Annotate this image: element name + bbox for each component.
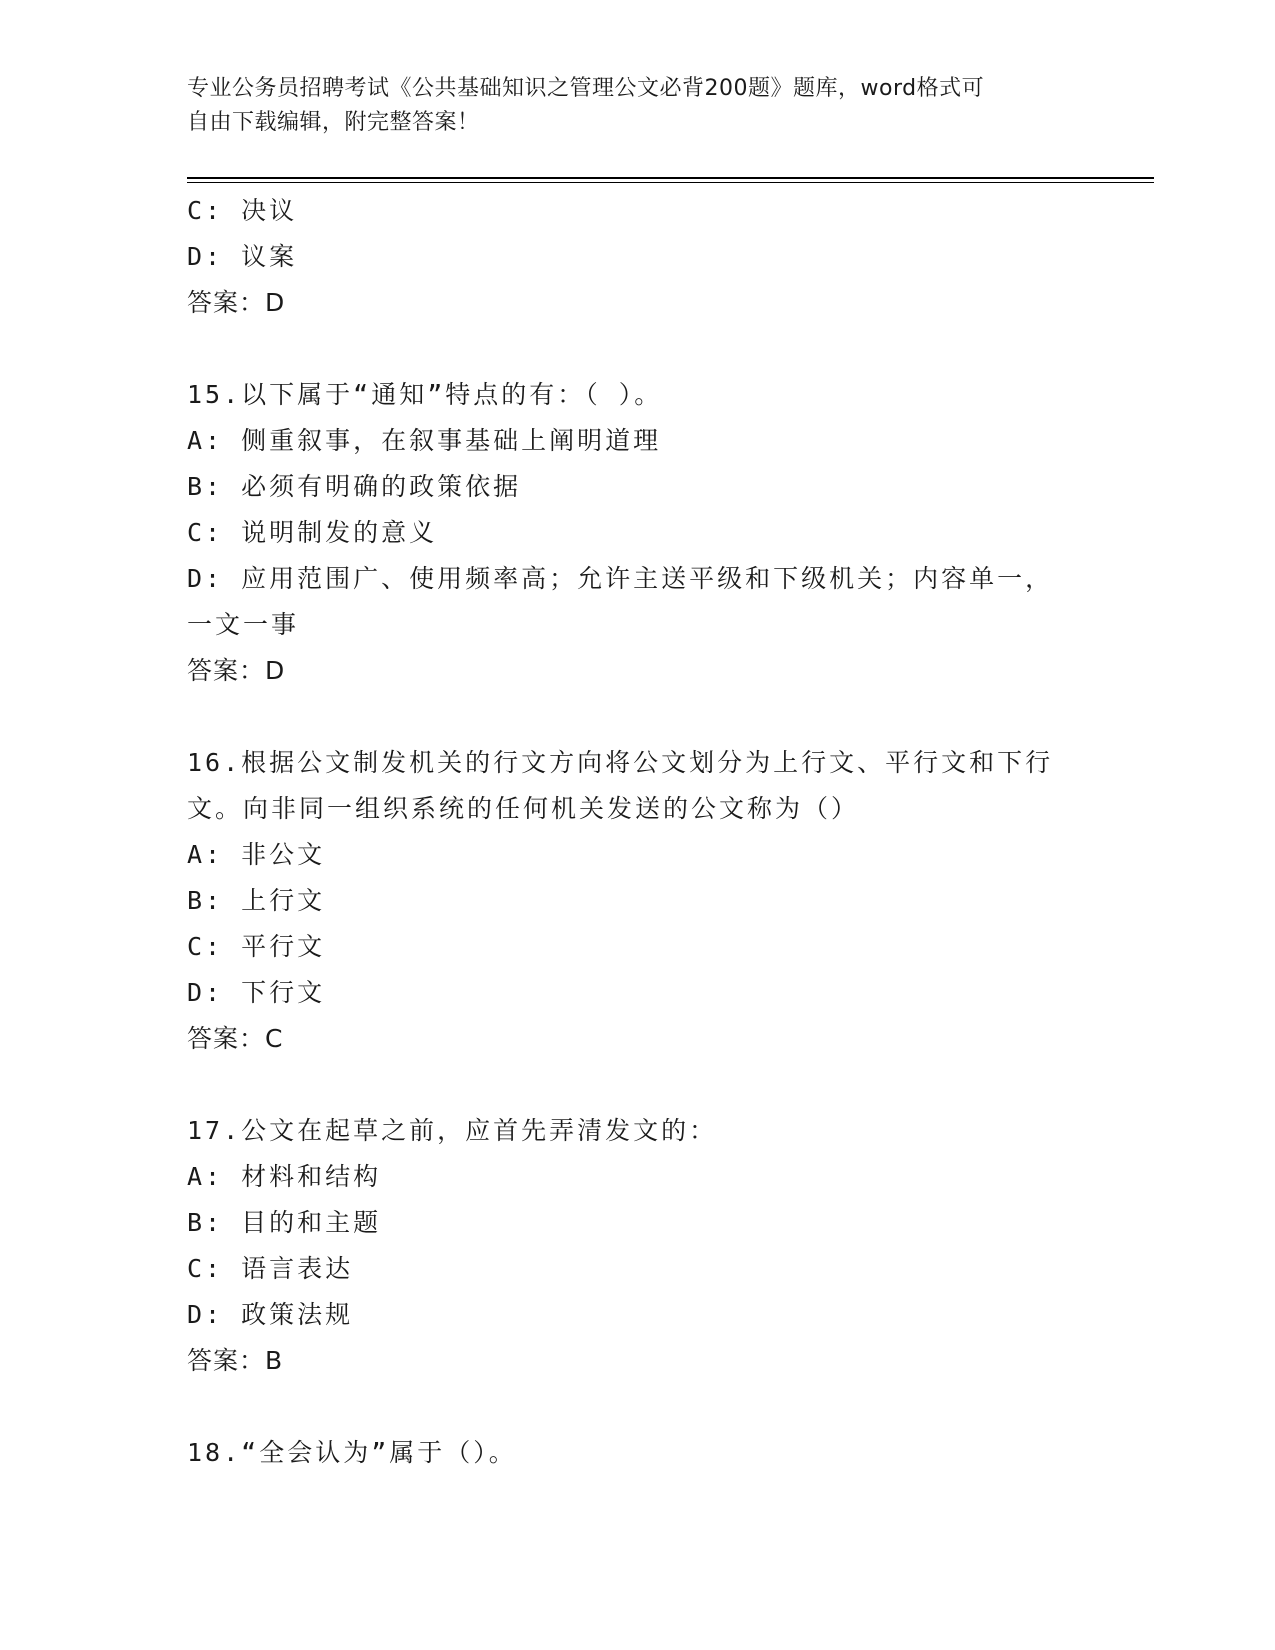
q16-option-d: D: 下行文 <box>187 978 326 1007</box>
q17-option-b: B: 目的和主题 <box>187 1208 382 1237</box>
q17-stem: 17.公文在起草之前，应首先弄清发文的： <box>187 1116 718 1145</box>
q17-option-d: D: 政策法规 <box>187 1300 354 1329</box>
q15-option-c: C: 说明制发的意义 <box>187 518 438 547</box>
question-18 <box>187 1430 1087 1476</box>
question-16 <box>187 740 1087 1062</box>
spacer <box>187 1384 1087 1430</box>
q15-option-d-line-1: D: 应用范围广、使用频率高；允许主送平级和下级机关；内容单一， <box>187 564 1054 593</box>
q14-answer: 答案：D <box>187 288 286 317</box>
q16-option-a: A: 非公文 <box>187 840 326 869</box>
document-header <box>187 72 1087 140</box>
q16-option-c: C: 平行文 <box>187 932 326 961</box>
q17-answer: 答案：B <box>187 1346 284 1375</box>
question-15 <box>187 372 1087 694</box>
question-list <box>187 188 1087 1476</box>
q16-stem-line-2: 文。向非同一组织系统的任何机关发送的公文称为（） <box>187 794 860 823</box>
q15-option-a: A: 侧重叙事，在叙事基础上阐明道理 <box>187 426 662 455</box>
q17-option-c: C: 语言表达 <box>187 1254 354 1283</box>
q15-stem: 15.以下属于“通知”特点的有：（ ）。 <box>187 380 663 409</box>
spacer <box>187 694 1087 740</box>
spacer <box>187 326 1087 372</box>
header-divider-thick <box>187 177 1154 179</box>
header-line-1: 专业公务员招聘考试《公共基础知识之管理公文必背200题》题库，word格式可 <box>187 76 985 101</box>
header-divider-thin <box>187 182 1154 183</box>
q15-option-d-line-2: 一文一事 <box>187 610 300 639</box>
header-line-2: 自由下载编辑，附完整答案！ <box>187 110 480 135</box>
question-17 <box>187 1108 1087 1384</box>
q15-answer: 答案：D <box>187 656 286 685</box>
q18-stem: 18.“全会认为”属于（）。 <box>187 1438 517 1467</box>
q17-option-a: A: 材料和结构 <box>187 1162 382 1191</box>
question-14-tail <box>187 188 1087 326</box>
q16-stem-line-1: 16.根据公文制发机关的行文方向将公文划分为上行文、平行文和下行 <box>187 748 1054 777</box>
q16-answer: 答案：C <box>187 1024 284 1053</box>
q16-option-b: B: 上行文 <box>187 886 326 915</box>
spacer <box>187 1062 1087 1108</box>
q14-option-c: C: 决议 <box>187 196 298 225</box>
q14-option-d: D: 议案 <box>187 242 298 271</box>
q15-option-b: B: 必须有明确的政策依据 <box>187 472 522 501</box>
